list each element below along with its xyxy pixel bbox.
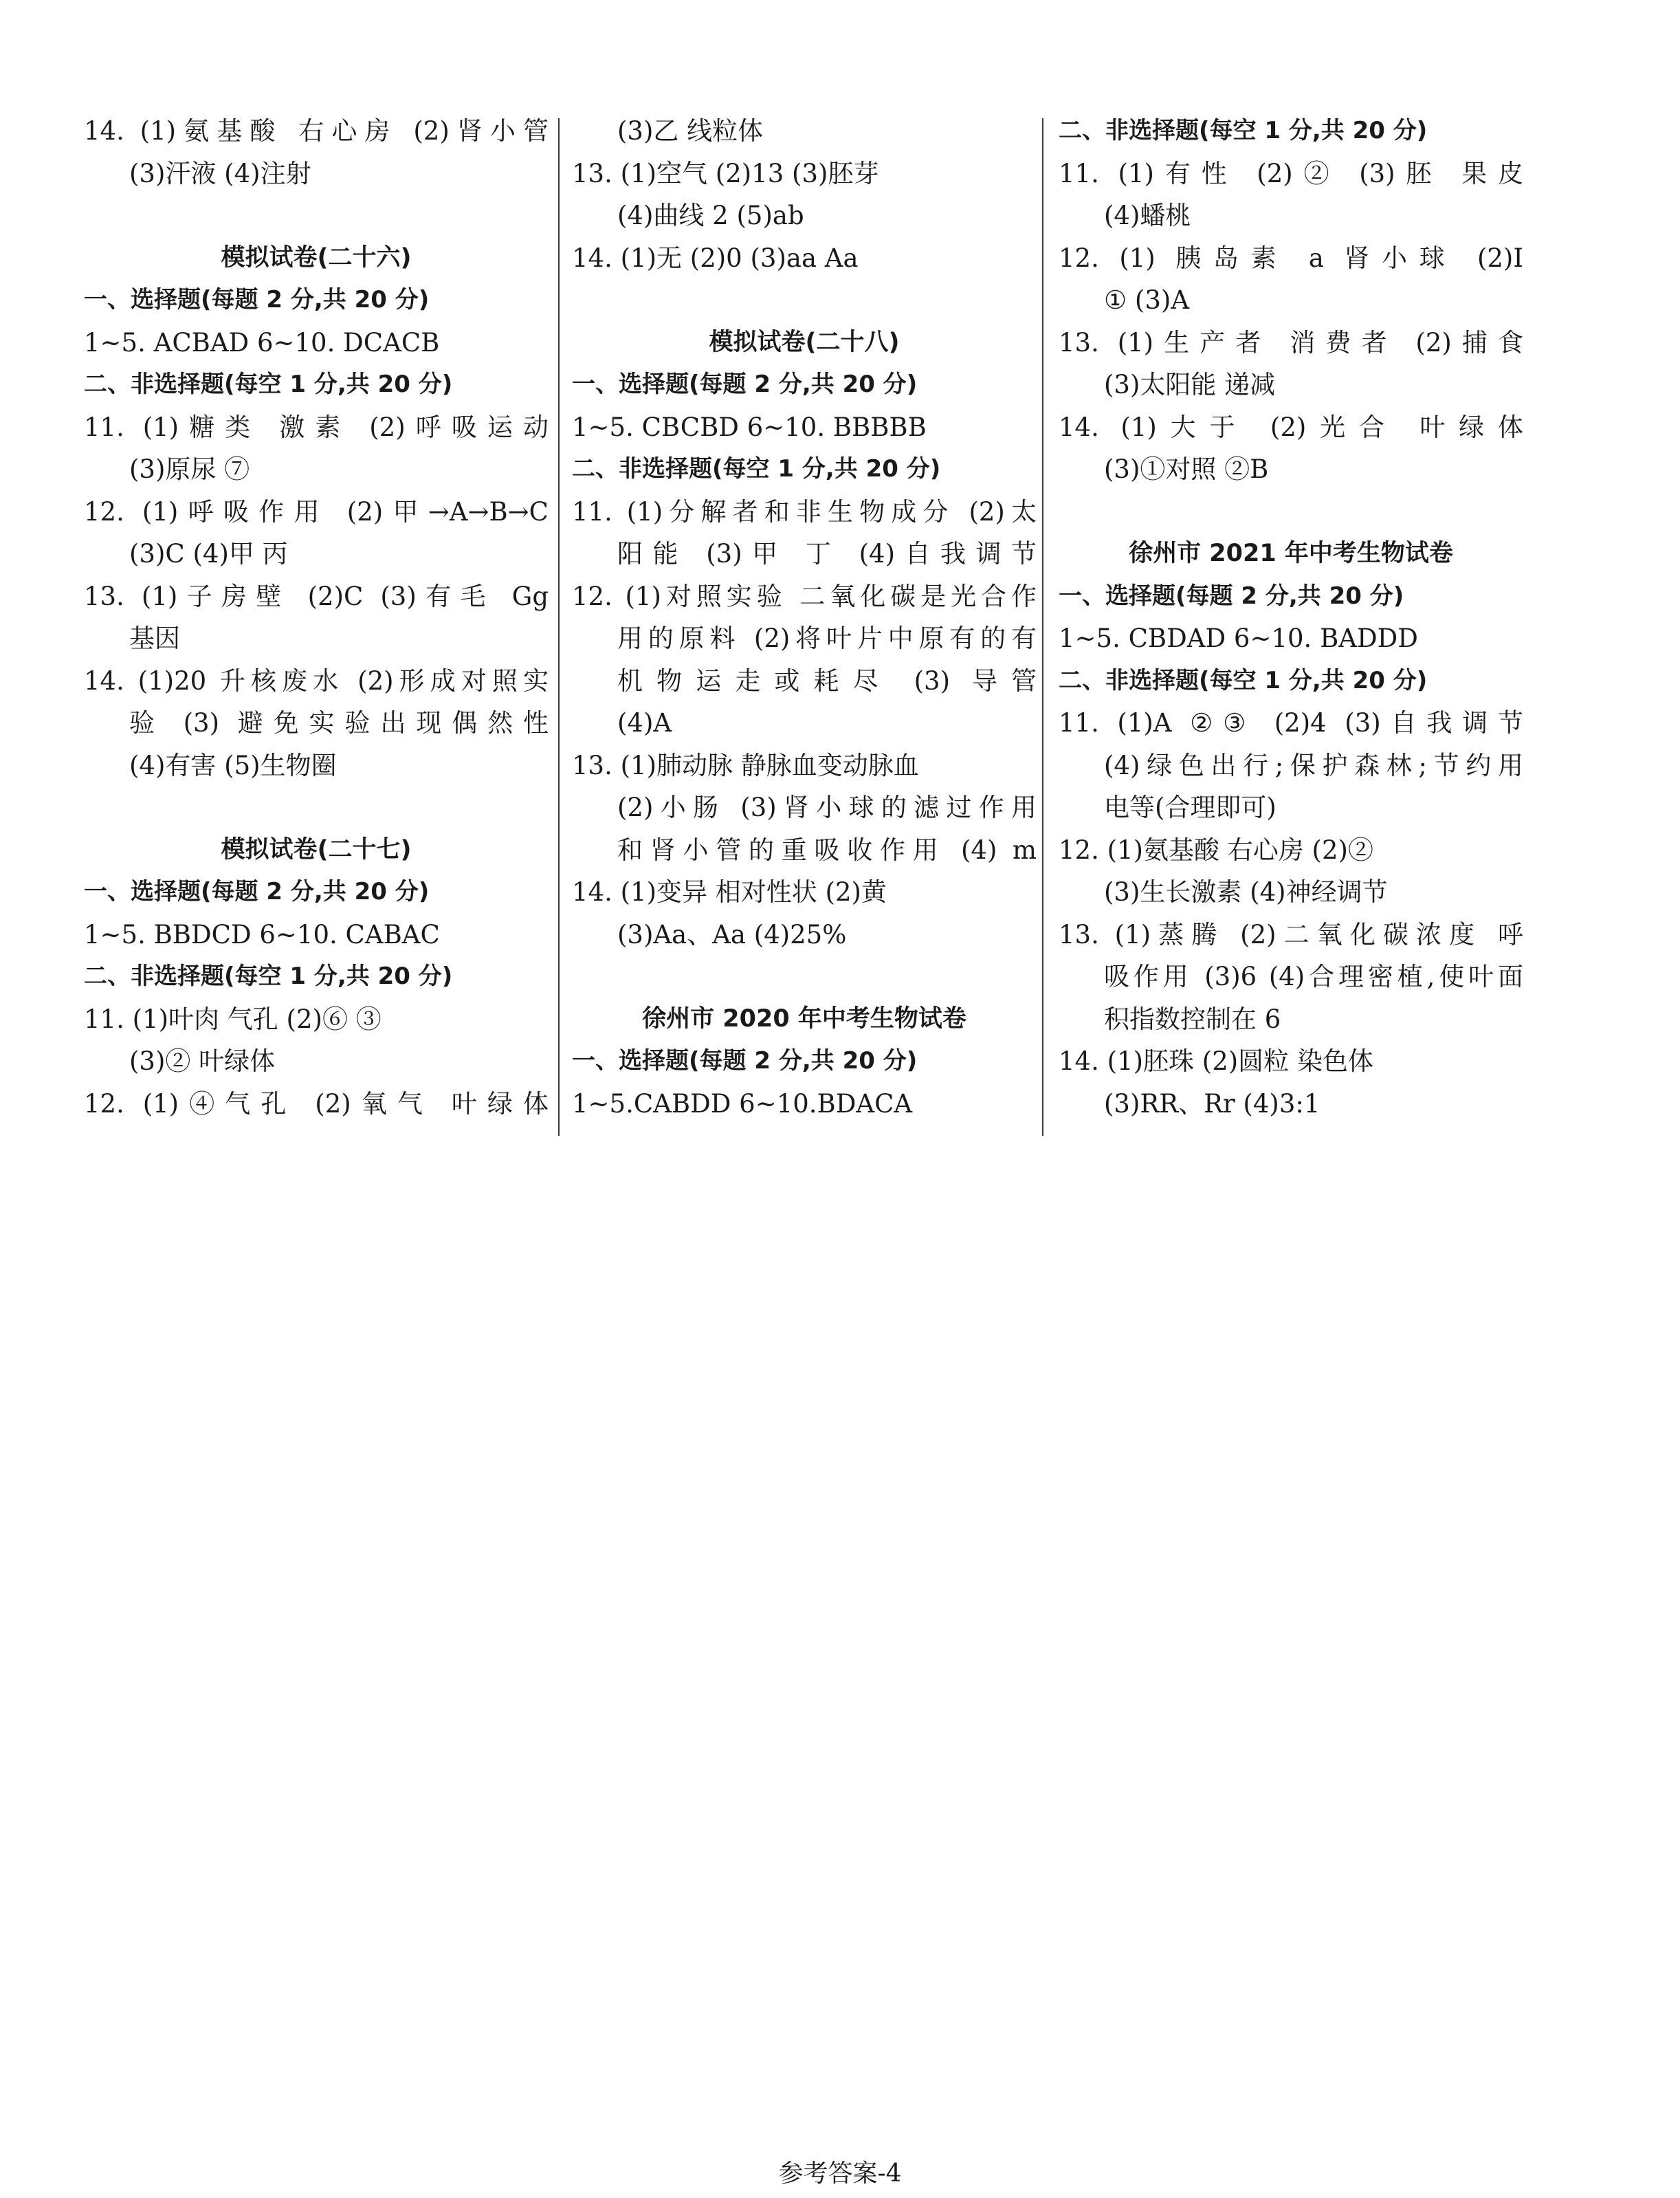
answer-line: 14. (1)大于 (2)光合 叶绿体 bbox=[1059, 412, 1523, 442]
answer-line: 1~5.CABDD 6~10.BDACA bbox=[572, 1088, 913, 1119]
section-heading: 一、选择题(每题 2 分,共 20 分) bbox=[1059, 582, 1404, 610]
answer-line: 13. (1)空气 (2)13 (3)胚芽 bbox=[572, 158, 879, 188]
spacer bbox=[572, 279, 1037, 322]
answer-line: 11. (1)分解者和非生物成分 (2)太 bbox=[572, 496, 1037, 527]
section-heading: 二、非选择题(每空 1 分,共 20 分) bbox=[1059, 666, 1428, 694]
column-divider bbox=[1042, 118, 1043, 1136]
answer-line: (3)乙 线粒体 bbox=[617, 116, 764, 146]
answer-line: 电等(合理即可) bbox=[1104, 793, 1276, 822]
answer-line: 基因 bbox=[129, 624, 180, 653]
spacer bbox=[1059, 491, 1523, 534]
answer-line: 12. (1)④气孔 (2)氧气 叶绿体 bbox=[84, 1088, 549, 1119]
answer-line: (3)C (4)甲 丙 bbox=[129, 539, 288, 569]
section-title: 徐州市 2021 年中考生物试卷 bbox=[1129, 540, 1453, 567]
page-footer: 参考答案-4 bbox=[778, 2159, 902, 2188]
answer-line: 1~5. ACBAD 6~10. DCACB bbox=[84, 327, 440, 358]
spacer bbox=[84, 787, 549, 829]
section-title: 模拟试卷(二十七) bbox=[221, 835, 412, 864]
answer-line: 1~5. CBCBD 6~10. BBBBB bbox=[572, 412, 927, 442]
answer-line: 12. (1)氨基酸 右心房 (2)② bbox=[1059, 835, 1373, 865]
section-heading: 二、非选择题(每空 1 分,共 20 分) bbox=[84, 963, 453, 990]
answer-line: 11. (1)糖类 激素 (2)呼吸运动 bbox=[84, 412, 549, 442]
answer-line: (2)小肠 (3)肾小球的滤过作用 bbox=[617, 793, 1037, 822]
answer-line: 用的原料 (2)将叶片中原有的有 bbox=[617, 624, 1037, 653]
answer-line: 和肾小管的重吸收作用 (4) m bbox=[617, 835, 1037, 865]
spacer bbox=[572, 956, 1037, 998]
answer-line: 积指数控制在 6 bbox=[1104, 1004, 1281, 1034]
answer-line: (4)有害 (5)生物圈 bbox=[129, 750, 337, 780]
answer-line: (3)② 叶绿体 bbox=[129, 1046, 276, 1076]
answer-line: (4)A bbox=[617, 708, 672, 738]
section-heading: 二、非选择题(每空 1 分,共 20 分) bbox=[572, 455, 941, 483]
answer-line: 吸作用 (3)6 (4)合理密植,使叶面 bbox=[1104, 962, 1523, 991]
answer-column-3 bbox=[1059, 110, 1523, 1125]
answer-line: (3)Aa、Aa (4)25% bbox=[617, 919, 847, 949]
column-divider bbox=[558, 118, 560, 1136]
answer-line: 14. (1)20 升核废水 (2)形成对照实 bbox=[84, 666, 549, 696]
answer-column-2 bbox=[572, 110, 1037, 1125]
answer-line: 12. (1)呼吸作用 (2)甲→A→B→C bbox=[84, 496, 549, 527]
section-heading: 一、选择题(每题 2 分,共 20 分) bbox=[572, 371, 918, 398]
answer-line: ① (3)A bbox=[1104, 285, 1190, 315]
answer-line: 1~5. BBDCD 6~10. CABAC bbox=[84, 919, 440, 949]
section-heading: 一、选择题(每题 2 分,共 20 分) bbox=[84, 286, 430, 314]
answer-line: 阳能 (3)甲 丁 (4)自我调节 bbox=[617, 539, 1037, 569]
answer-line: 13. (1)子房壁 (2)C (3)有毛 Gg bbox=[84, 581, 549, 611]
answer-line: (3)生长激素 (4)神经调节 bbox=[1104, 877, 1388, 907]
answer-line: 机物运走或耗尽 (3) 导管 bbox=[617, 666, 1037, 696]
answer-line: 验 (3) 避免实验出现偶然性 bbox=[129, 708, 549, 738]
spacer bbox=[84, 195, 549, 237]
section-heading: 二、非选择题(每空 1 分,共 20 分) bbox=[1059, 117, 1428, 144]
answer-line: 14. (1)氨基酸 右心房 (2)肾小管 bbox=[84, 116, 549, 146]
answer-line: (3)汗液 (4)注射 bbox=[129, 158, 311, 188]
section-title: 徐州市 2020 年中考生物试卷 bbox=[642, 1004, 966, 1033]
answer-line: 11. (1)叶肉 气孔 (2)⑥ ③ bbox=[84, 1004, 382, 1034]
answer-line: (3)RR、Rr (4)3:1 bbox=[1104, 1088, 1320, 1119]
answer-line: 13. (1)生产者 消费者 (2)捕食 bbox=[1059, 327, 1523, 358]
answer-line: 11. (1)有性 (2)② (3)胚 果皮 bbox=[1059, 158, 1523, 188]
answer-line: 11. (1)A ②③ (2)4 (3)自我调节 bbox=[1059, 708, 1523, 738]
section-heading: 二、非选择题(每空 1 分,共 20 分) bbox=[84, 371, 453, 398]
answer-line: 13. (1)蒸腾 (2)二氧化碳浓度 呼 bbox=[1059, 919, 1523, 949]
section-heading: 一、选择题(每题 2 分,共 20 分) bbox=[572, 1047, 918, 1075]
answer-line: (3)原尿 ⑦ bbox=[129, 454, 250, 484]
answer-line: (4)绿色出行;保护森林;节约用 bbox=[1104, 750, 1523, 780]
answer-line: 12. (1) 胰岛素 a 肾小球 (2)I bbox=[1059, 243, 1523, 273]
answer-line: 14. (1)无 (2)0 (3)aa Aa bbox=[572, 243, 859, 273]
answer-line: 14. (1)变异 相对性状 (2)黄 bbox=[572, 877, 887, 907]
section-title: 模拟试卷(二十六) bbox=[221, 243, 412, 272]
answer-line: 1~5. CBDAD 6~10. BADDD bbox=[1059, 624, 1418, 653]
answer-column-1 bbox=[84, 110, 549, 1125]
answer-line: 14. (1)胚珠 (2)圆粒 染色体 bbox=[1059, 1046, 1373, 1076]
answer-line: 13. (1)肺动脉 静脉血变动脉血 bbox=[572, 750, 919, 780]
answer-line: (3)太阳能 递减 bbox=[1104, 370, 1276, 399]
answer-line: 12. (1)对照实验 二氧化碳是光合作 bbox=[572, 581, 1037, 611]
answer-line: (4)曲线 2 (5)ab bbox=[617, 201, 804, 230]
section-title: 模拟试卷(二十八) bbox=[709, 328, 900, 356]
answer-line: (3)①对照 ②B bbox=[1104, 454, 1269, 484]
answer-line: (4)蟠桃 bbox=[1104, 201, 1191, 230]
section-heading: 一、选择题(每题 2 分,共 20 分) bbox=[84, 878, 430, 905]
